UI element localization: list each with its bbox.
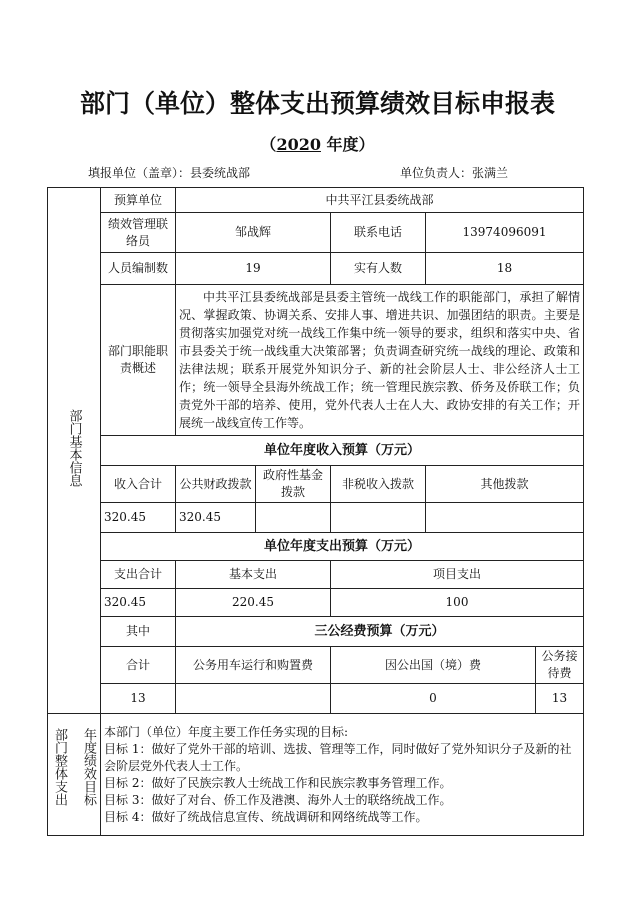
income-value: 320.45: [176, 503, 256, 533]
income-col: 政府性基金拨款: [256, 466, 331, 503]
year-value: 2020: [276, 135, 321, 154]
expense-value: 100: [331, 589, 584, 617]
section-overall: [48, 714, 101, 836]
phone-value: 13974096091: [426, 213, 584, 253]
staff-value: 19: [176, 253, 331, 285]
goals-cell: [101, 714, 584, 836]
budget-unit-value: 中共平江县委统战部: [176, 188, 584, 213]
sangong-value: 0: [331, 684, 536, 714]
goal-item: 目标 4：做好了统战信息宣传、统战调研和网络统战等工作。: [104, 809, 428, 824]
fill-unit: 填报单位（盖章）：县委统战部: [88, 166, 251, 180]
sangong-value: 13: [536, 684, 584, 714]
goal-item: 目标 2：做好了民族宗教人士统战工作和民族宗教事务管理工作。: [104, 775, 452, 790]
contact-label: 绩效管理联络员: [101, 213, 176, 253]
expense-col: 项目支出: [331, 561, 584, 589]
income-value: [256, 503, 331, 533]
budget-form-table: [47, 187, 584, 836]
contact-value: 邹战辉: [176, 213, 331, 253]
income-col: 收入合计: [101, 466, 176, 503]
sangong-header: 三公经费预算（万元）: [176, 617, 584, 647]
sangong-value: [176, 684, 331, 714]
income-col: 其他拨款: [426, 466, 584, 503]
budget-unit-label: 预算单位: [101, 188, 176, 213]
section-overall-label: 部门整体支出: [52, 728, 67, 806]
expense-value: 220.45: [176, 589, 331, 617]
phone-label: 联系电话: [331, 213, 426, 253]
goal-item: 目标 3：做好了对台、侨工作及港澳、海外人士的联络统战工作。: [104, 792, 452, 807]
actual-value: 18: [426, 253, 584, 285]
income-col: 公共财政拨款: [176, 466, 256, 503]
actual-label: 实有人数: [331, 253, 426, 285]
expense-col: 支出合计: [101, 561, 176, 589]
staff-label: 人员编制数: [101, 253, 176, 285]
expense-col: 基本支出: [176, 561, 331, 589]
sangong-col: 公务接待费: [536, 647, 584, 684]
income-value: [331, 503, 426, 533]
year-subtitle: （2020 年度）: [260, 135, 375, 154]
duty-label: 部门职能职责概述: [101, 285, 176, 436]
income-header: 单位年度收入预算（万元）: [101, 436, 584, 466]
expense-header: 单位年度支出预算（万元）: [101, 533, 584, 561]
goal-intro: 本部门（单位）年度主要工作任务实现的目标:: [104, 724, 349, 739]
duty-text: 中共平江县委统战部是县委主管统一战线工作的职能部门，承担了解情况、掌握政策、协调关系、安排人事、增进共识、加强团结的职责。主要是贯彻落实加强党对统一战线工作集中统一领导的要求，组织和落实中央、省市县委关于统一战线重大决策部署；负责调查研究统一战线的理论、政策和法律法规；联系开展党外知识分子、新的社会阶层人士、非公经济人士工作；统一领导全县海外统战工作；统一管理民族宗教、侨务及侨联工作；负责党外干部的培养、使用，党外代表人士在人大、政协安排的有关工作；开展统一战线宣传工作等。: [176, 285, 584, 436]
sangong-col: 公务用车运行和购置费: [176, 647, 331, 684]
income-value: [426, 503, 584, 533]
expense-value: 320.45: [101, 589, 176, 617]
income-col: 非税收入拨款: [331, 466, 426, 503]
goal-item: 目标 1：做好了党外干部的培训、选拔、管理等工作，同时做好了党外知识分子及新的社会阶层党外代表人士工作。: [104, 741, 572, 773]
sangong-value: 13: [101, 684, 176, 714]
page-title: 部门（单位）整体支出预算绩效目标申报表: [79, 89, 555, 118]
sangong-col: 因公出国（境）费: [331, 647, 536, 684]
section-goals-label: 年度绩效目标: [81, 728, 96, 806]
among-label: 其中: [101, 617, 176, 647]
sangong-col: 合计: [101, 647, 176, 684]
section-basic-label: 部门基本信息: [66, 409, 82, 487]
year-suffix: 年度: [320, 135, 359, 154]
section-basic-info: [48, 188, 101, 714]
responsible-person: 单位负责人：张满兰: [400, 166, 509, 180]
income-value: 320.45: [101, 503, 176, 533]
